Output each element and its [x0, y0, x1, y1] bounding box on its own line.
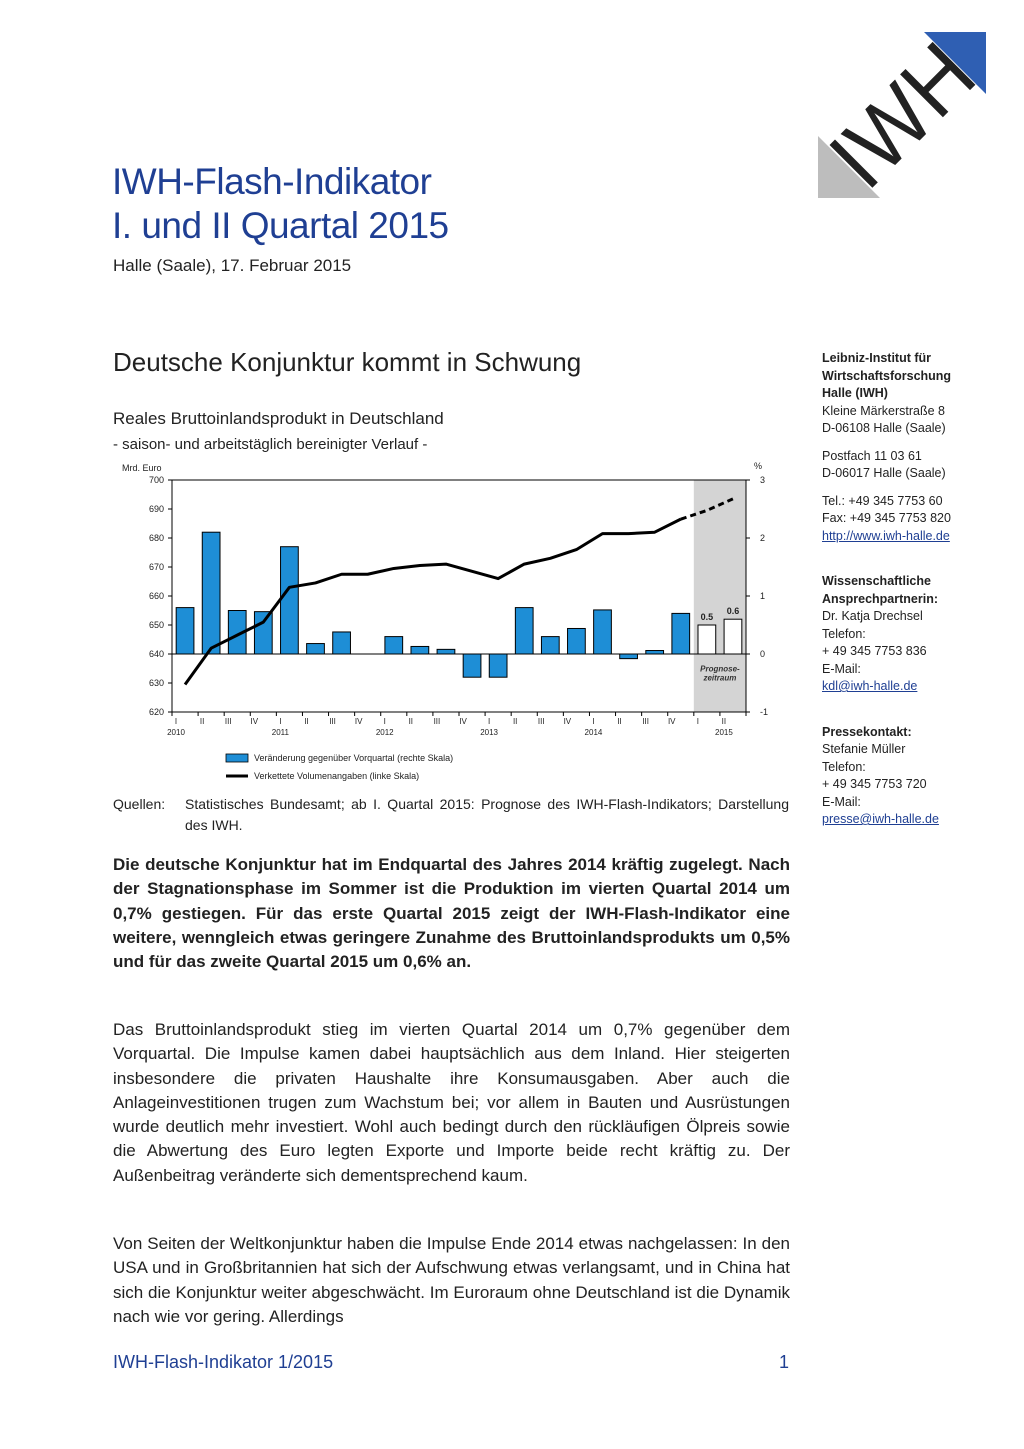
left-axis-label: Mrd. Euro — [122, 463, 162, 473]
quarter-label: I — [487, 717, 491, 726]
iwh-logo — [810, 15, 1002, 207]
bar — [333, 632, 351, 654]
institute-line: Leibniz-Institut für — [822, 351, 932, 365]
bar — [541, 637, 559, 654]
footer-title: IWH-Flash-Indikator 1/2015 — [113, 1352, 334, 1372]
institute-line: Wirtschaftsforschung — [822, 368, 952, 383]
chart-subtitle: - saison- und arbeitstäglich bereinigter Verlauf - — [113, 436, 428, 453]
press-name: Stefanie Müller — [822, 742, 906, 756]
phone-fax-web — [822, 493, 1012, 546]
year-label: 2012 — [375, 728, 394, 737]
quarter-label: III — [329, 717, 336, 726]
bar-value-label: 0.6 — [726, 606, 740, 617]
sources-label: Quellen: — [113, 796, 166, 812]
bar — [515, 608, 533, 654]
bar — [620, 654, 638, 659]
right-axis-label: % — [754, 461, 763, 471]
website-link[interactable]: http://www.iwh-halle.de — [822, 528, 950, 543]
press-tel: + 49 345 7753 720 — [822, 777, 927, 791]
quarter-label: I — [592, 717, 595, 726]
institute-name — [822, 350, 1012, 403]
quarter-label: IV — [459, 717, 467, 726]
right-axis-tick-label: -1 — [760, 707, 769, 717]
left-axis-tick-label: 650 — [148, 620, 164, 630]
quarter-label: I — [383, 717, 386, 726]
quarter-label: I — [279, 717, 282, 726]
left-axis-tick-label: 670 — [148, 562, 164, 572]
bar — [568, 628, 586, 654]
quarter-label: III — [224, 717, 232, 726]
address — [822, 403, 1012, 438]
bar — [176, 608, 194, 654]
contact-mail-label: E-Mail: — [822, 661, 861, 676]
address-line: D-06108 Halle (Saale) — [822, 421, 946, 435]
year-label: 2014 — [584, 728, 603, 737]
bar-value-label: 0.5 — [700, 612, 714, 622]
contact-name: Dr. Katja Drechsel — [822, 609, 923, 623]
quarter-label: III — [642, 717, 649, 726]
quarter-label: IV — [354, 717, 363, 726]
year-label: 2011 — [271, 728, 289, 737]
right-axis-tick-label: 3 — [760, 475, 766, 485]
bar — [672, 613, 690, 654]
contact-email-link[interactable]: kdl@iwh-halle.de — [822, 679, 918, 693]
quarter-label: IV — [563, 717, 572, 726]
quarter-label: II — [617, 717, 622, 726]
contact-heading: Wissenschaftliche — [822, 574, 931, 588]
quarter-label: III — [433, 717, 441, 726]
quarter-label: I — [696, 717, 699, 726]
bar — [254, 612, 272, 654]
quarter-label: II — [199, 717, 205, 726]
bar — [646, 651, 664, 654]
title-line-1: IWH-Flash-Indikator — [112, 161, 432, 202]
press-email-link[interactable]: presse@iwh-halle.de — [822, 812, 939, 826]
chart-title: Reales Bruttoinlandsprodukt in Deutschland — [113, 409, 444, 428]
bar — [437, 649, 455, 654]
legend-bar-swatch — [226, 754, 248, 762]
subheading: Deutsche Konjunktur kommt in Schwung — [113, 347, 582, 377]
scientific-contact — [822, 573, 1012, 696]
contact-sidebar — [822, 350, 1012, 839]
bar — [489, 654, 507, 677]
quarter-label: II — [512, 717, 518, 726]
sources-text: Statistisches Bundesamt; ab I. Quartal 2015: Prognose des IWH-Flash-Indikators; Darstellung des IWH. — [185, 796, 789, 833]
left-axis-tick-label: 690 — [148, 504, 164, 514]
gdp-chart — [110, 458, 770, 788]
bar — [307, 644, 325, 654]
left-axis-tick-label: 680 — [148, 533, 164, 543]
left-axis-tick-label: 700 — [148, 475, 164, 485]
left-axis-tick-label: 660 — [148, 591, 164, 601]
year-label: 2010 — [167, 728, 185, 737]
lead-paragraph: Die deutsche Konjunktur hat im Endquartal des Jahres 2014 kräftig zugelegt. Nach der Stagnationsphase im Sommer ist die Produktion im vierten Quartal 2014 um 0,7% gestiegen. Für das erste Quartal 2015 zeigt der IWH-Flash-Indikator eine weitere, wenngleich etwas geringere Zunahme des Bruttoinlandsprodukts um 0,5% und für das zweite Quartal 2015 um 0,6% an. — [113, 855, 790, 972]
quarter-label: II — [304, 717, 309, 726]
bar — [698, 625, 716, 654]
year-label: 2015 — [715, 728, 733, 737]
left-axis-tick-label: 620 — [148, 707, 164, 717]
gdp-volume-line — [185, 519, 681, 684]
title-line-2: I. und II Quartal 2015 — [112, 205, 449, 246]
bar — [202, 532, 220, 654]
sources-note — [113, 794, 789, 836]
quarter-label: II — [721, 717, 727, 726]
left-axis-tick-label: 630 — [148, 678, 164, 688]
forecast-label: Prognose- — [700, 664, 740, 674]
contact-heading: Ansprechpartnerin: — [822, 591, 938, 606]
press-tel-label: Telefon: — [822, 759, 866, 774]
bar — [411, 646, 429, 654]
institute-line: Halle (IWH) — [822, 386, 888, 400]
quarter-label: III — [537, 717, 545, 726]
right-axis-tick-label: 0 — [760, 649, 766, 659]
body-paragraph-1: Das Bruttoinlandsprodukt stieg im vierten Quartal 2014 um 0,7% gegenüber dem Vorquartal. Die Impulse kamen dabei hauptsächlich aus dem Inland. Hier steigerten insbesondere die privaten Haushalte ihre Konsumausgaben. Aber auch die Anlageinvestitionen trugen zum Wachstum bei; vor allem in Bauten und Ausrüstungen wurde deutlich mehr investiert. Wohl auch bedingt durch den rückläufigen Ölpreis sowie die Abwertung des Euro legten Exporte und Importe beide recht kräftig zu. Der Außenbeitrag veränderte sich dementsprechend kaum. — [113, 1020, 790, 1185]
forecast-label: zeitraum — [703, 673, 737, 683]
quarter-label: IV — [250, 717, 259, 726]
postbox — [822, 448, 1012, 483]
press-contact — [822, 724, 1012, 829]
quarter-label: IV — [667, 717, 676, 726]
postbox-line: D-06017 Halle (Saale) — [822, 466, 946, 480]
left-axis-tick-label: 640 — [148, 649, 164, 659]
institute-fax: Fax: +49 345 7753 820 — [822, 511, 951, 525]
right-axis-tick-label: 2 — [760, 533, 766, 543]
address-line: Kleine Märkerstraße 8 — [822, 403, 945, 418]
contact-tel: + 49 345 7753 836 — [822, 644, 927, 658]
legend-line-label: Verkettete Volumenangaben (linke Skala) — [254, 771, 420, 781]
right-axis-tick-label: 1 — [760, 591, 766, 601]
dateline: Halle (Saale), 17. Februar 2015 — [113, 256, 352, 275]
quarter-label: I — [174, 717, 178, 726]
bar — [281, 547, 299, 654]
bar — [724, 619, 742, 654]
logo-text: IWH — [810, 15, 1002, 207]
body-paragraph-2: Von Seiten der Weltkonjunktur haben die Impulse Ende 2014 etwas nachgelassen: In den USA und in Großbritannien hat sich der Aufschwung etwas verlangsamt, und in China hat sich die Konjunktur weiter abgeschwächt. Im Euroraum ohne Deutschland ist die Dynamik nach wie vor gering. Allerdings — [113, 1234, 790, 1326]
institute-tel: Tel.: +49 345 7753 60 — [822, 493, 943, 508]
legend-bar-label: Veränderung gegenüber Vorquartal (rechte Skala) — [254, 753, 454, 763]
postbox-line: Postfach 11 03 61 — [822, 448, 922, 463]
press-mail-label: E-Mail: — [822, 794, 861, 809]
quarter-label: II — [408, 717, 414, 726]
year-label: 2013 — [480, 728, 498, 737]
page-number: 1 — [779, 1352, 790, 1372]
contact-tel-label: Telefon: — [822, 626, 866, 641]
document-title — [112, 160, 449, 248]
bar — [463, 654, 481, 677]
bar — [385, 637, 403, 654]
press-heading: Pressekontakt: — [822, 724, 912, 739]
plot-frame — [172, 480, 746, 712]
bar — [594, 610, 612, 654]
